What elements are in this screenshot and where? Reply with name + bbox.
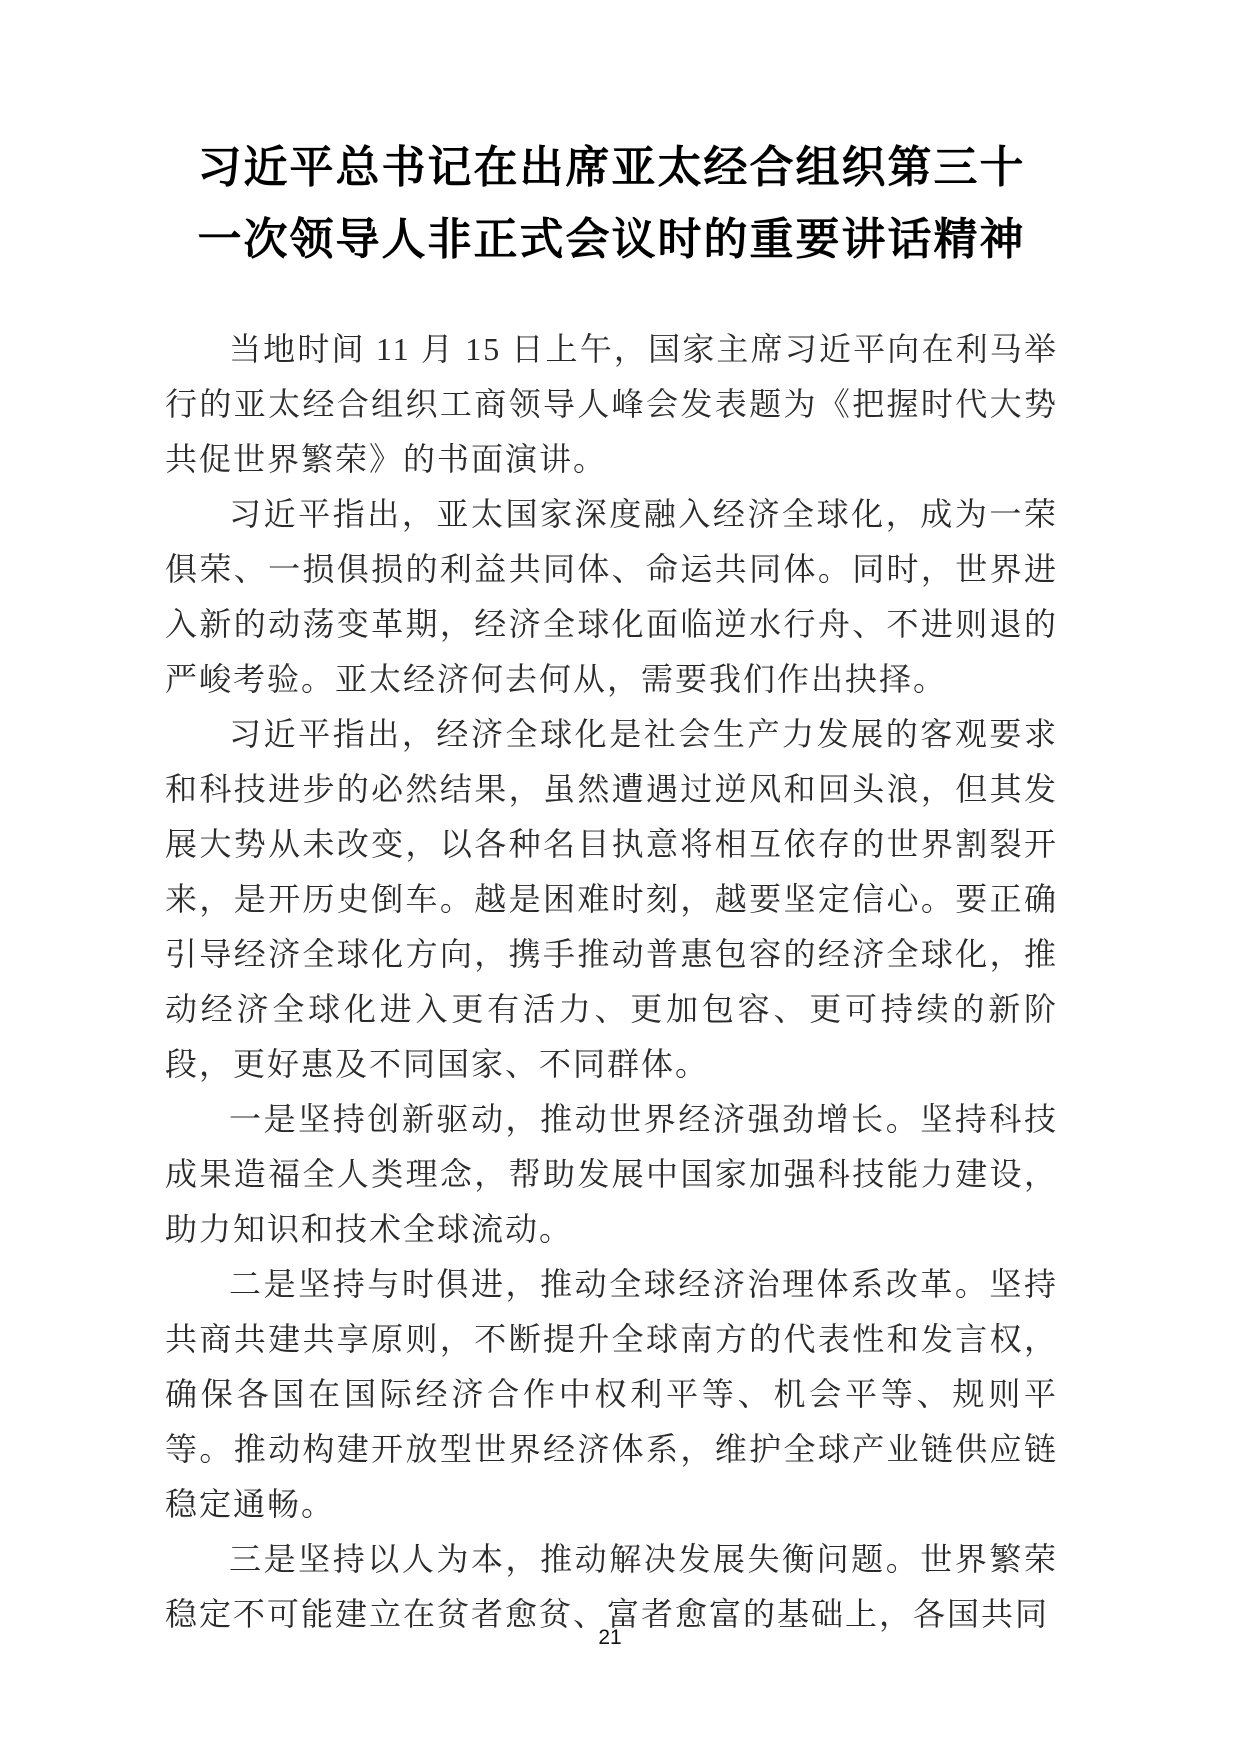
paragraph-4: 一是坚持创新驱动，推动世界经济强劲增长。坚持科技成果造福全人类理念，帮助发展中国家加强科技能力建设，助力知识和技术全球流动。: [165, 1101, 1058, 1247]
paragraph-2: 习近平指出，亚太国家深度融入经济全球化，成为一荣俱荣、一损俱损的利益共同体、命运共同体。同时，世界进入新的动荡变革期，经济全球化面临逆水行舟、不进则退的严峻考验。亚太经济何去何从，需要我们作出抉择。: [165, 496, 1058, 697]
paragraph-3: 习近平指出，经济全球化是社会生产力发展的客观要求和科技进步的必然结果，虽然遭遇过逆风和回头浪，但其发展大势从未改变，以各种名目执意将相互依存的世界割裂开来，是开历史倒车。越是困难时刻，越要坚定信心。要正确引导经济全球化方向，携手推动普惠包容的经济全球化，推动经济全球化进入更有活力、更加包容、更可持续的新阶段，更好惠及不同国家、不同群体。: [165, 716, 1058, 1082]
title-line-1: 习近平总书记在出席亚太经合组织第三十: [197, 143, 1026, 192]
paragraph-5: 二是坚持与时俱进，推动全球经济治理体系改革。坚持共商共建共享原则，不断提升全球南方的代表性和发言权，确保各国在国际经济合作中权利平等、机会平等、规则平等。推动构建开放型世界经济体系，维护全球产业链供应链稳定通畅。: [165, 1266, 1058, 1522]
page-number: 21: [598, 1626, 622, 1649]
page-title: [165, 132, 1058, 276]
title-line-2: 一次领导人非正式会议时的重要讲话精神: [197, 215, 1026, 264]
paragraph-1: 当地时间 11 月 15 日上午，国家主席习近平向在利马举行的亚太经合组织工商领导人峰会发表题为《把握时代大势 共促世界繁荣》的书面演讲。: [165, 331, 1058, 477]
document-body: [165, 322, 1058, 1642]
paragraph-6: 三是坚持以人为本，推动解决发展失衡问题。世界繁荣稳定不可能建立在贫者愈贫、富者愈富的基础上，各国共同: [165, 1541, 1058, 1632]
